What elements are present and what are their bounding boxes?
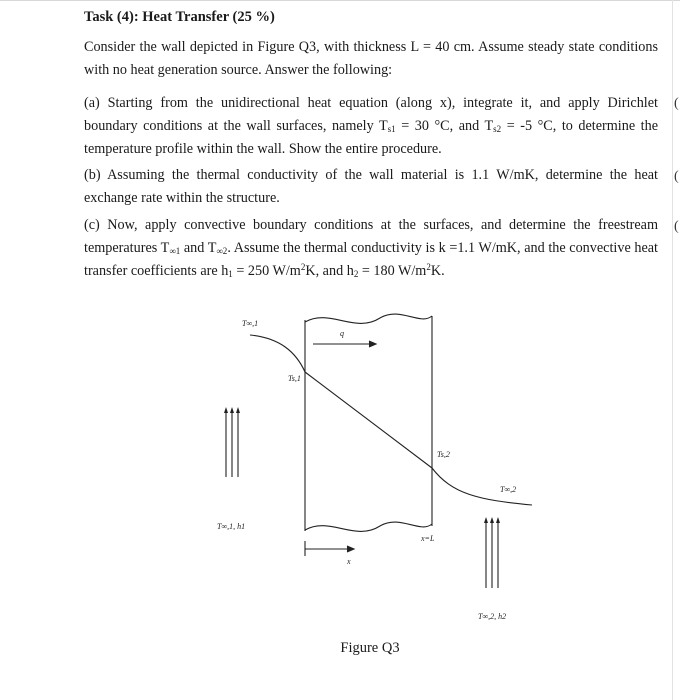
label-left-flow: T∞,1, h1 — [217, 522, 246, 531]
right-flow-arrowhead-1 — [484, 517, 488, 523]
label-t-s-2: Ts,2 — [437, 450, 450, 459]
left-flow-arrowhead-3 — [236, 407, 240, 413]
figure-caption: Figure Q3 — [340, 640, 400, 656]
margin-marker-b: ( — [674, 169, 679, 184]
intro-text: Consider the wall depicted in Figure Q3, with thickness L = 40 cm. Assume steady state conditions with no heat generation source. Answer the following: — [84, 39, 658, 78]
temperature-profile-right — [432, 468, 532, 505]
question-c-sup-1: 2 — [300, 262, 306, 272]
right-flow-arrowhead-3 — [496, 517, 500, 523]
question-b-text: (b) Assuming the thermal conductivity of the wall material is 1.1 W/mK, determine the heat exchange rate within the structure. — [84, 167, 658, 206]
temperature-profile-left — [250, 335, 305, 372]
question-c-text-6: = 180 W/m — [358, 263, 427, 279]
label-right-flow: T∞,2, h2 — [478, 612, 507, 621]
temperature-profile-wall — [305, 372, 432, 468]
margin-marker-a: ( — [674, 96, 679, 111]
wall-top-edge — [305, 314, 432, 323]
question-a-sub-1: s1 — [387, 124, 396, 134]
question-c-sub-h1: 1 — [228, 269, 233, 279]
question-a-text-2: = 30 °C, and T — [395, 118, 494, 134]
label-x-equals-l: x=L — [421, 534, 435, 543]
question-c-sup-2: 2 — [426, 262, 431, 272]
left-flow-arrowhead-1 — [224, 407, 228, 413]
heat-flux-arrowhead — [369, 341, 376, 347]
question-c-text-2: and T — [180, 240, 217, 256]
question-c-sub-2: ∞2 — [216, 246, 228, 256]
x-axis-arrowhead — [347, 546, 354, 552]
question-c-text-1: (c) Now, apply convective boundary conditions at the surfaces, and determine the freestream temperatures T — [84, 217, 658, 256]
left-flow-arrowhead-2 — [230, 407, 234, 413]
question-a-text-3: = -5 °C, to determine the temperature profile within the wall. Show the entire procedure. — [84, 118, 658, 157]
question-c-text-5: K, and h — [305, 263, 354, 279]
task-title: Task (4): Heat Transfer (25 %) — [84, 9, 275, 25]
question-c-text-4: = 250 W/m — [232, 263, 301, 279]
right-flow-arrowhead-2 — [490, 517, 494, 523]
wall-bottom-edge — [305, 522, 432, 531]
question-a-text-1: (a) Starting from the unidirectional heat equation (along x), integrate it, and apply Dirichlet boundary conditions at the wall surfaces, namely T — [84, 95, 658, 134]
label-t-s-1: Ts,1 — [288, 374, 301, 383]
label-t-inf-2: T∞,2 — [500, 485, 517, 494]
label-x: x — [347, 557, 351, 566]
question-c-text-3: . Assume the thermal conductivity is k =1.1 W/mK, and the convective heat transfer coefficients are h — [84, 240, 658, 279]
question-c-text-7: K. — [430, 263, 445, 279]
label-t-inf-1: T∞,1 — [242, 319, 259, 328]
question-c-sub-h2: 2 — [353, 269, 359, 279]
margin-marker-c: ( — [674, 219, 679, 234]
question-a-sub-2: s2 — [493, 124, 502, 134]
question-c-sub-1: ∞1 — [169, 246, 181, 256]
label-q: q — [340, 329, 344, 338]
